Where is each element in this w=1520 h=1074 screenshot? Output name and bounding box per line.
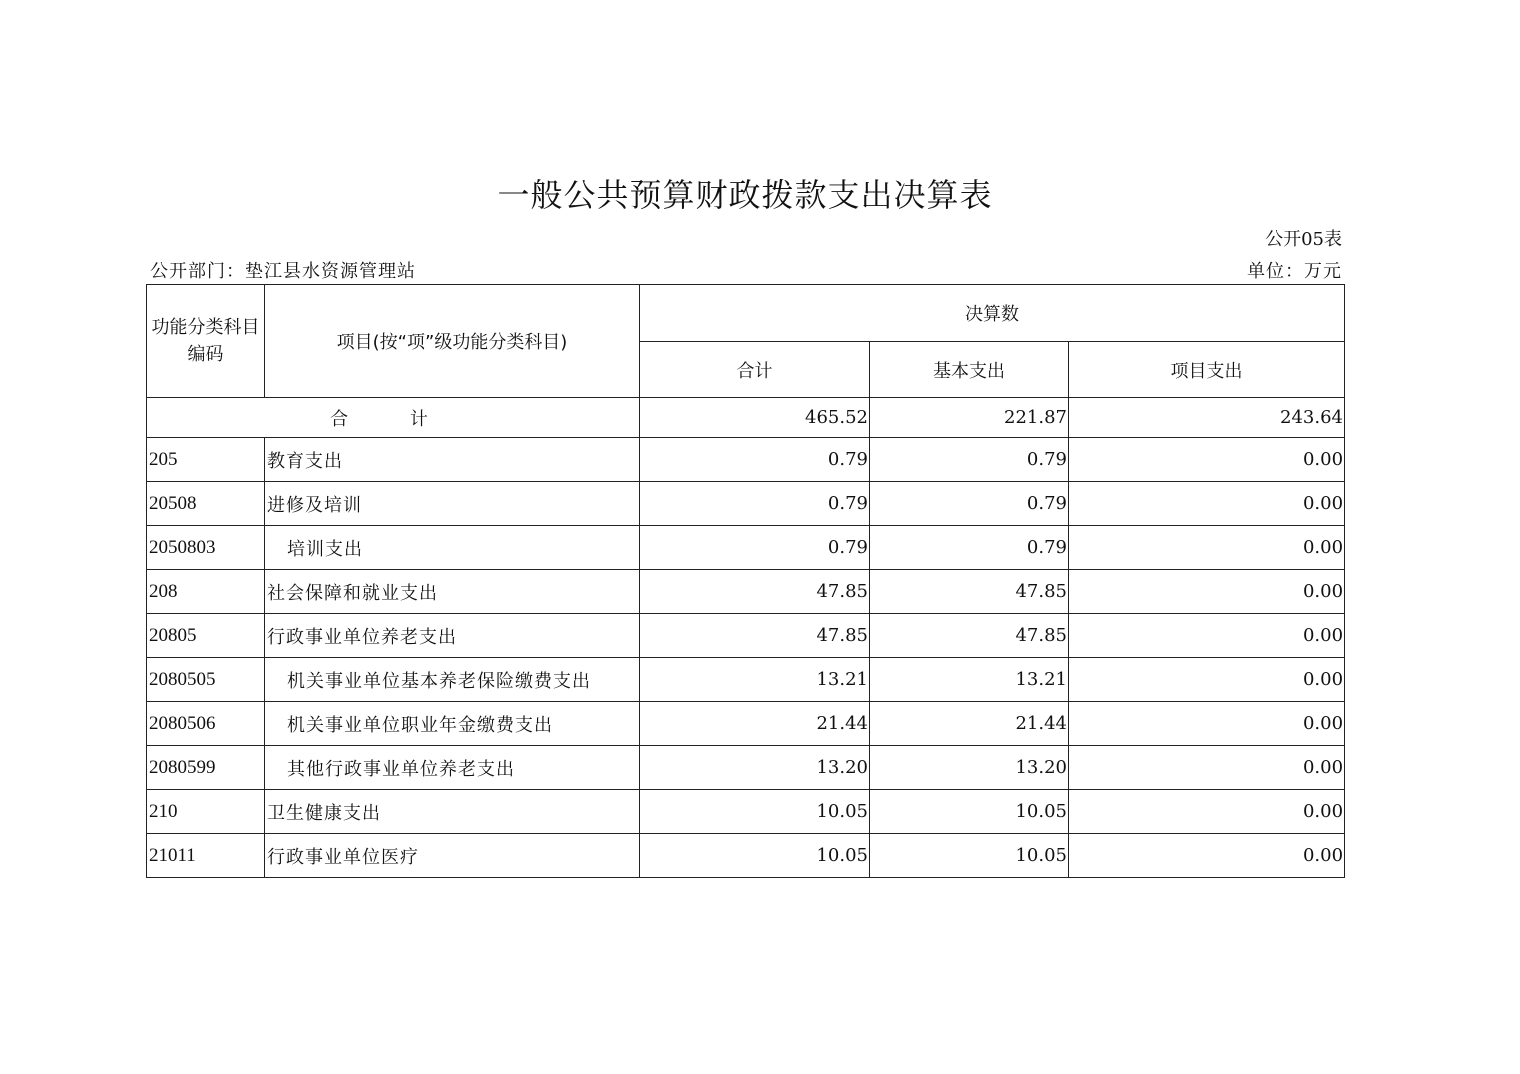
- row-name: 机关事业单位基本养老保险缴费支出: [265, 658, 640, 702]
- row-project: 0.00: [1069, 526, 1345, 570]
- header-basic: 基本支出: [870, 342, 1069, 398]
- row-basic: 21.44: [870, 702, 1069, 746]
- row-name: 社会保障和就业支出: [265, 570, 640, 614]
- table-row: [147, 614, 1345, 658]
- header-total: 合计: [640, 342, 870, 398]
- table-row: [147, 570, 1345, 614]
- row-total: 13.21: [640, 658, 870, 702]
- header-code: 功能分类科目编码: [147, 285, 265, 398]
- row-total: 0.79: [640, 482, 870, 526]
- total-project: 243.64: [1069, 398, 1345, 438]
- page-title: 一般公共预算财政拨款支出决算表: [497, 176, 993, 214]
- row-name: 行政事业单位医疗: [265, 834, 640, 878]
- row-total: 13.20: [640, 746, 870, 790]
- row-basic: 47.85: [870, 570, 1069, 614]
- header-project: 项目支出: [1069, 342, 1345, 398]
- row-name: 其他行政事业单位养老支出: [265, 746, 640, 790]
- row-code: 210: [147, 790, 265, 834]
- table-row: [147, 482, 1345, 526]
- table-row: [147, 834, 1345, 878]
- unit-label: 单位：万元: [1247, 261, 1342, 282]
- header-item: 项目(按“项”级功能分类科目): [265, 285, 640, 398]
- header-final: 决算数: [640, 285, 1345, 342]
- table-row: [147, 658, 1345, 702]
- row-project: 0.00: [1069, 570, 1345, 614]
- row-project: 0.00: [1069, 790, 1345, 834]
- row-basic: 13.20: [870, 746, 1069, 790]
- row-project: 0.00: [1069, 702, 1345, 746]
- row-basic: 0.79: [870, 482, 1069, 526]
- row-code: 2050803: [147, 526, 265, 570]
- row-name: 卫生健康支出: [265, 790, 640, 834]
- row-name: 进修及培训: [265, 482, 640, 526]
- row-total: 10.05: [640, 834, 870, 878]
- row-basic: 0.79: [870, 526, 1069, 570]
- department-label: 公开部门：垫江县水资源管理站: [150, 261, 416, 282]
- table-row: [147, 746, 1345, 790]
- row-project: 0.00: [1069, 746, 1345, 790]
- row-project: 0.00: [1069, 834, 1345, 878]
- total-label: 合 计: [147, 398, 640, 438]
- row-code: 2080506: [147, 702, 265, 746]
- row-basic: 10.05: [870, 790, 1069, 834]
- total-basic: 221.87: [870, 398, 1069, 438]
- row-total: 21.44: [640, 702, 870, 746]
- table-row: [147, 790, 1345, 834]
- row-name: 培训支出: [265, 526, 640, 570]
- row-basic: 10.05: [870, 834, 1069, 878]
- row-total: 47.85: [640, 570, 870, 614]
- table-number: 公开05表: [1265, 229, 1342, 250]
- row-total: 10.05: [640, 790, 870, 834]
- table-row: [147, 526, 1345, 570]
- total-row: [147, 398, 1345, 438]
- row-project: 0.00: [1069, 438, 1345, 482]
- row-code: 208: [147, 570, 265, 614]
- row-basic: 47.85: [870, 614, 1069, 658]
- row-project: 0.00: [1069, 658, 1345, 702]
- row-total: 0.79: [640, 438, 870, 482]
- row-code: 2080599: [147, 746, 265, 790]
- row-code: 205: [147, 438, 265, 482]
- row-name: 机关事业单位职业年金缴费支出: [265, 702, 640, 746]
- row-code: 21011: [147, 834, 265, 878]
- row-project: 0.00: [1069, 614, 1345, 658]
- total-sum: 465.52: [640, 398, 870, 438]
- row-code: 20805: [147, 614, 265, 658]
- expenditure-table: [146, 284, 1345, 878]
- table-row: [147, 438, 1345, 482]
- row-basic: 13.21: [870, 658, 1069, 702]
- row-code: 20508: [147, 482, 265, 526]
- row-code: 2080505: [147, 658, 265, 702]
- row-total: 47.85: [640, 614, 870, 658]
- row-total: 0.79: [640, 526, 870, 570]
- table-row: [147, 702, 1345, 746]
- row-name: 行政事业单位养老支出: [265, 614, 640, 658]
- row-project: 0.00: [1069, 482, 1345, 526]
- row-basic: 0.79: [870, 438, 1069, 482]
- row-name: 教育支出: [265, 438, 640, 482]
